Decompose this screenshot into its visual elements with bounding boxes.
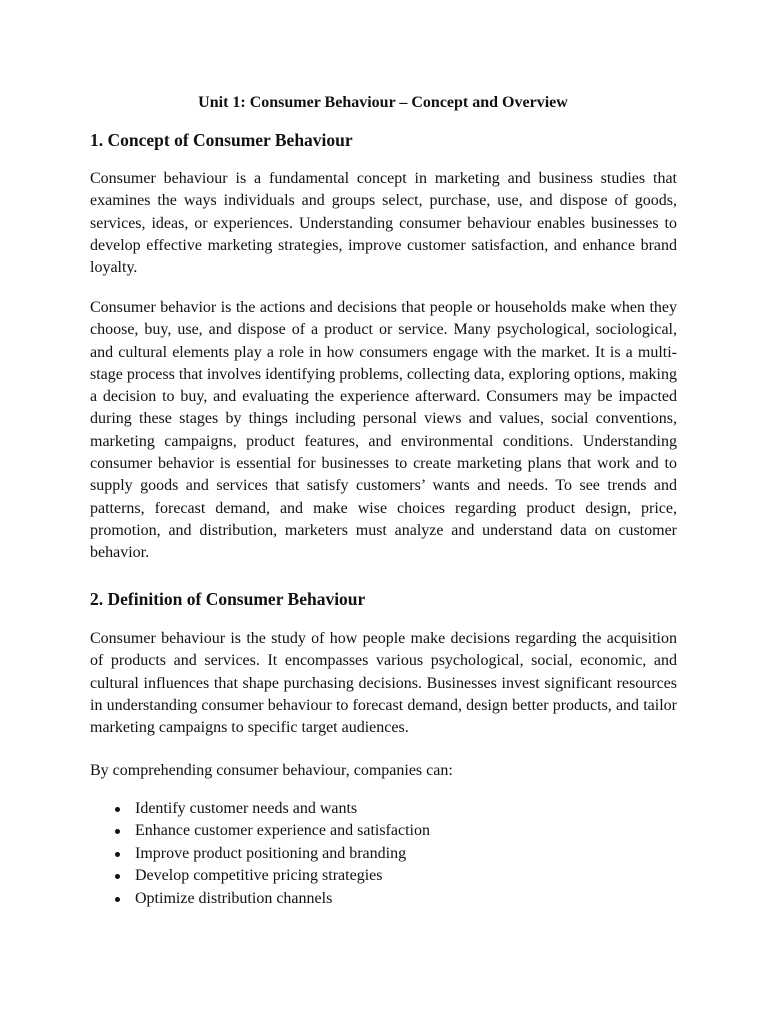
paragraph-definition: Consumer behaviour is the study of how people make decisions regarding the acquisition of products and services. It encompasses various psychological, social, economic, and cultural influences that shape purchasing decisions. Businesses invest significant resources in understanding consumer behaviour to forecast demand, design better products, and tailor marketing campaigns to specific target audiences. (90, 630, 677, 737)
list-item (112, 820, 672, 842)
list-item-text: Enhance customer experience and satisfaction (135, 822, 430, 840)
section-heading-concept: 1. Concept of Consumer Behaviour (90, 130, 353, 150)
bullet-icon (115, 874, 120, 879)
list-item (112, 798, 672, 820)
section-heading-definition: 2. Definition of Consumer Behaviour (90, 589, 366, 609)
paragraph-concept-detail: Consumer behavior is the actions and decisions that people or households make when they choose, buy, use, and dispose of a product or service. Many psychological, sociological, and cultural elements play a role in how consumers engage with the market. It is a multi-stage process that involves identifying problems, collecting data, exploring options, making a decision to buy, and evaluating the experience afterward. Consumers may be impacted during these stages by things including personal views and values, social conventions, marketing campaigns, product features, and environmental conditions. Understanding consumer behavior is essential for businesses to create marketing plans that work and to supply goods and services that satisfy customers’ wants and needs. To see trends and patterns, forecast demand, and make wise choices regarding product design, price, promotion, and distribution, marketers must analyze and understand data on customer behavior. (90, 299, 677, 562)
list-item-text: Improve product positioning and branding (135, 844, 407, 862)
bullet-icon (115, 852, 120, 857)
paragraph-concept-intro: Consumer behaviour is a fundamental concept in marketing and business studies that examines the ways individuals and groups select, purchase, use, and dispose of goods, services, ideas, or experiences. Understanding consumer behaviour enables businesses to develop effective marketing strategies, improve customer satisfaction, and enhance brand loyalty. (90, 170, 677, 277)
bullet-icon (115, 807, 120, 812)
list-item (112, 843, 672, 865)
list-item-text: Optimize distribution channels (135, 889, 333, 907)
list-item-text: Identify customer needs and wants (135, 800, 358, 817)
benefits-list (112, 798, 672, 910)
paragraph-list-intro: By comprehending consumer behaviour, companies can: (90, 762, 453, 779)
list-item (112, 888, 672, 910)
bullet-icon (115, 829, 120, 834)
list-item-text: Develop competitive pricing strategies (135, 867, 383, 885)
document-title: Unit 1: Consumer Behaviour – Concept and Overview (198, 94, 568, 111)
list-item (112, 865, 672, 887)
bullet-icon (115, 897, 120, 902)
